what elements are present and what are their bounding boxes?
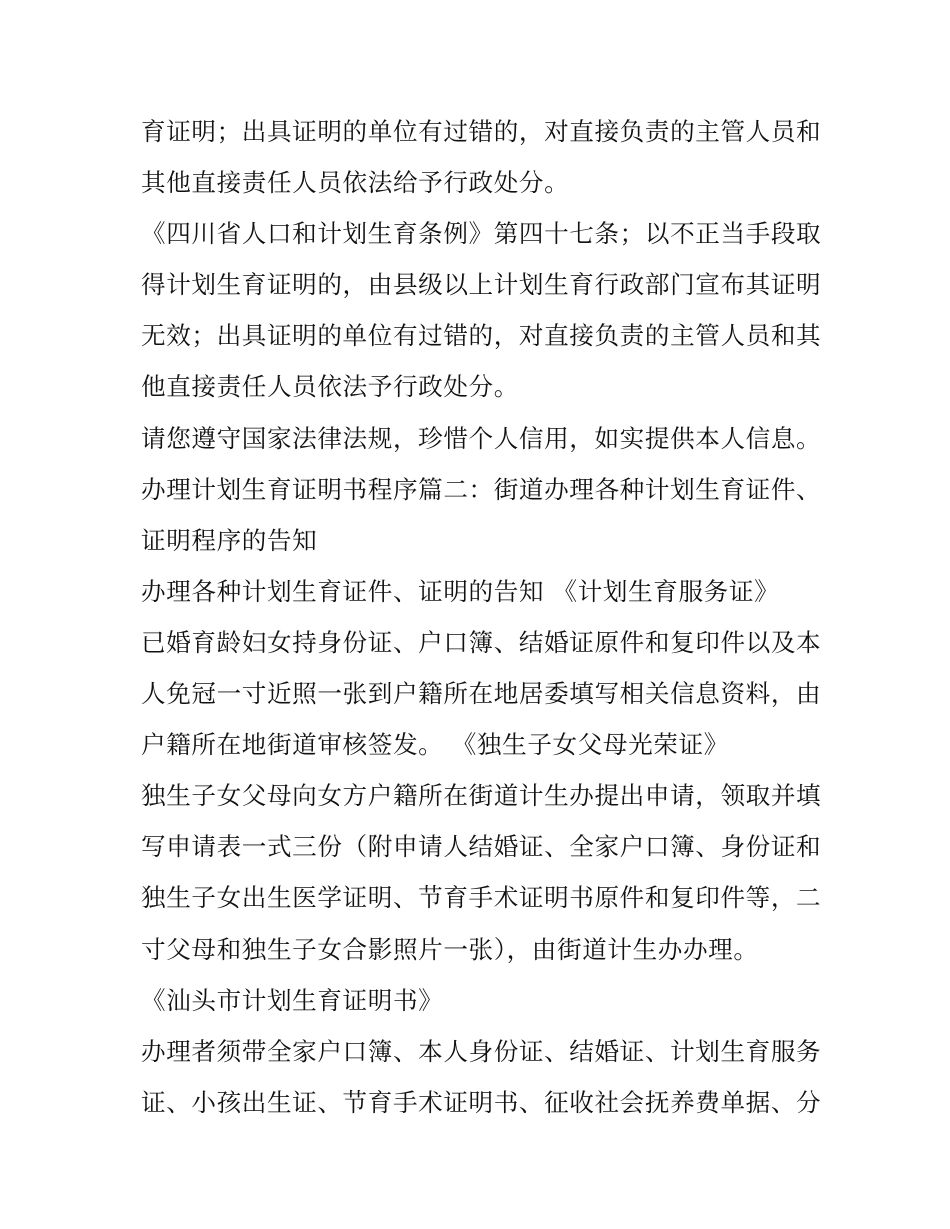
text-line: 《汕头市计划生育证明书》	[141, 985, 444, 1015]
text-line: 户籍所在地街道审核签发。 《独生子女父母光荣证》	[141, 730, 729, 760]
text-line: 证明程序的告知	[141, 525, 318, 555]
text-line: 无效；出具证明的单位有过错的，对直接负责的主管人员和其	[141, 321, 822, 351]
text-line: 办理计划生育证明书程序篇二：街道办理各种计划生育证件、	[141, 474, 822, 504]
text-line: 他直接责任人员依法予行政处分。	[141, 372, 519, 402]
text-line: 办理者须带全家户口簿、本人身份证、结婚证、计划生育服务	[141, 1036, 822, 1066]
text-line: 其他直接责任人员依法给予行政处分。	[141, 168, 570, 198]
text-line: 人免冠一寸近照一张到户籍所在地居委填写相关信息资料，由	[141, 679, 822, 709]
text-line: 寸父母和独生子女合影照片一张），由街道计生办办理。	[141, 934, 759, 964]
document-body	[141, 106, 821, 1128]
text-line: 《四川省人口和计划生育条例》第四十七条；以不正当手段取	[141, 219, 822, 249]
text-line: 得计划生育证明的，由县级以上计划生育行政部门宣布其证明	[141, 270, 822, 300]
text-line: 办理各种计划生育证件、证明的告知 《计划生育服务证》	[141, 576, 780, 606]
text-line: 独生子女父母向女方户籍所在街道计生办提出申请，领取并填	[141, 781, 822, 811]
text-line: 请您遵守国家法律法规，珍惜个人信用，如实提供本人信息。	[141, 423, 822, 453]
text-line: 写申请表一式三份（附申请人结婚证、全家户口簿、身份证和	[141, 832, 822, 862]
text-line: 独生子女出生医学证明、节育手术证明书原件和复印件等，二	[141, 883, 822, 913]
text-line: 证、小孩出生证、节育手术证明书、征收社会抚养费单据、分	[141, 1087, 822, 1117]
text-line: 已婚育龄妇女持身份证、户口簿、结婚证原件和复印件以及本	[141, 627, 822, 657]
text-line: 育证明；出具证明的单位有过错的，对直接负责的主管人员和	[141, 117, 822, 146]
